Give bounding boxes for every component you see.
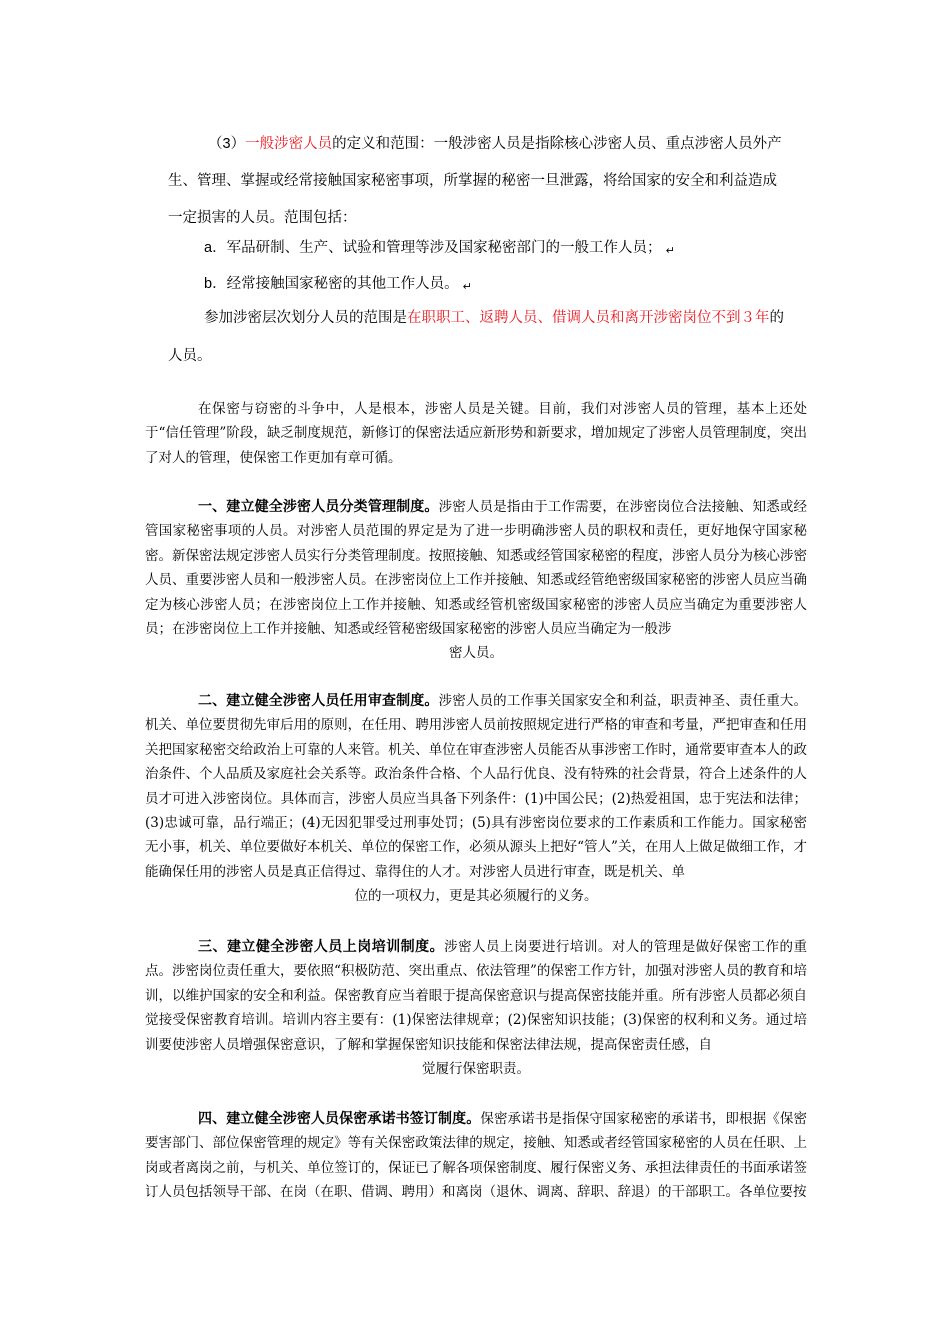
section-classification (145, 494, 807, 666)
section-body: 涉密人员是指由于工作需要，在涉密岗位合法接触、知悉或经管国家秘密事项的人员。对涉密人员范围的界定是为了进一步明确涉密人员的职权和责任，更好地保守国家秘密。新保密法规定涉密人员实行分类管理制度。按照接触、知悉或经管国家秘密的程度，涉密人员分为核心涉密人员、重要涉密人员和一般涉密人员。在涉密岗位上工作并接触、知悉或经管绝密级国家秘密的涉密人员应当确定为核心涉密人员；在涉密岗位上工作并接触、知悉或经管机密级国家秘密的涉密人员应当确定为重要涉密人员；在涉密岗位上工作并接触、知悉或经管秘密级国家秘密的涉密人员应当确定为一般涉 (145, 499, 808, 638)
item-number: （3） (208, 136, 246, 152)
scope-range-prefix: 参加涉密层次划分人员的范围是 (204, 310, 407, 326)
section-body: 涉密人员上岗要进行培训。对人的管理是做好保密工作的重点。涉密岗位责任重大，要依照“积极防范、突出重点、依法管理”的保密工作方针，加强对涉密人员的教育和培训，以维护国家的安全和利益。保密教育应当着眼于提高保密意识与提高保密技能并重。所有涉密人员都必须自觉接受保密教育培训。培训内容主要有：(1)保密法律规章；(2)保密知识技能；(3)保密的权利和义务。通过培训要使涉密人员增强保密意识，了解和掌握保密知识技能和保密法律法规，提高保密责任感，自 (145, 939, 808, 1053)
scope-range-highlight: 在职职工、返聘人员、借调人员和离开涉密岗位不到３年 (407, 310, 770, 326)
section-review (145, 688, 807, 909)
paragraph-mark-icon: ↵ (665, 245, 675, 257)
section-heading: 一、建立健全涉密人员分类管理制度。 (198, 498, 439, 514)
definition-text: 的定义和范围：一般涉密人员是指除核心涉密人员、重点涉密人员外产生、管理、掌握或经常接触国家秘密事项，所掌握的秘密一旦泄露，将给国家的安全和利益造成一定损害的人员。范围包括： (168, 136, 782, 226)
intro-paragraph: 在保密与窃密的斗争中，人是根本，涉密人员是关键。目前，我们对涉密人员的管理，基本上还处于“信任管理”阶段，缺乏制度规范，新修订的保密法适应新形势和新要求，增加规定了涉密人员管理制度，突出了对人的管理，使保密工作更加有章可循。 (145, 401, 807, 466)
section-tail: 密人员。 (449, 645, 503, 662)
section-tail: 觉履行保密职责。 (422, 1061, 530, 1078)
scope-item-a-text: a．军品研制、生产、试验和管理等涉及国家秘密部门的一般工作人员； (204, 240, 662, 256)
section-tail: 位的一项权力，更是其必须履行的义务。 (354, 888, 598, 905)
section-heading: 二、建立健全涉密人员任用审查制度。 (198, 692, 439, 708)
section-body: 涉密人员的工作事关国家安全和利益，职责神圣、责任重大。机关、单位要贯彻先审后用的原则，在任用、聘用涉密人员前按照规定进行严格的审查和考量，严把审查和任用关把国家秘密交给政治上可靠的人来管。机关、单位在审查涉密人员能否从事涉密工作时，通常要审查本人的政治条件、个人品质及家庭社会关系等。政治条件合格、个人品行优良、没有特殊的社会背景，符合上述条件的人员才可进入涉密岗位。具体而言，涉密人员应当具备下列条件：(1)中国公民；(2)热爱祖国，忠于宪法和法律；(3)忠诚可靠，品行端正；(4)无因犯罪受过刑事处罚；(5)具有涉密岗位要求的工作素质和工作能力。国家秘密无小事，机关、单位要做好本机关、单位的保密工作，必须从源头上把好“管人”关，在用人上做足做细工作，才能确保任用的涉密人员是真正信得过、靠得住的人才。对涉密人员进行审查，既是机关、单 (145, 693, 808, 880)
section-heading: 四、建立健全涉密人员保密承诺书签订制度。 (198, 1110, 481, 1126)
general-definition-paragraph (168, 126, 788, 237)
scope-range-suffix: 的 (769, 310, 784, 326)
highlighted-term: 一般涉密人员 (245, 136, 333, 152)
scope-item-a (204, 236, 675, 257)
scope-item-b (204, 272, 472, 293)
section-body: 保密承诺书是指保守国家秘密的承诺书，即根据《保密要害部门、部位保密管理的规定》等有关保密政策法律的规定，接触、知悉或者经管国家秘密的人员在任职、上岗或者离岗之前，与机关、单位签订的，保证已了解各项保密制度、履行保密义务、承担法律责任的书面承诺签订人员包括领导干部、在岗（在职、借调、聘用）和离岗（退休、调离、辞职、辞退）的干部职工。各单位要按 (145, 1111, 808, 1201)
scope-item-b-text: b．经常接触国家秘密的其他工作人员。 (204, 276, 459, 292)
section-training (145, 934, 807, 1081)
paragraph-mark-icon: ↵ (462, 281, 472, 293)
section-heading: 三、建立健全涉密人员上岗培训制度。 (198, 938, 445, 954)
scope-range-line (204, 306, 784, 327)
section-commitment (145, 1106, 807, 1205)
scope-range-end: 人员。 (168, 348, 212, 364)
